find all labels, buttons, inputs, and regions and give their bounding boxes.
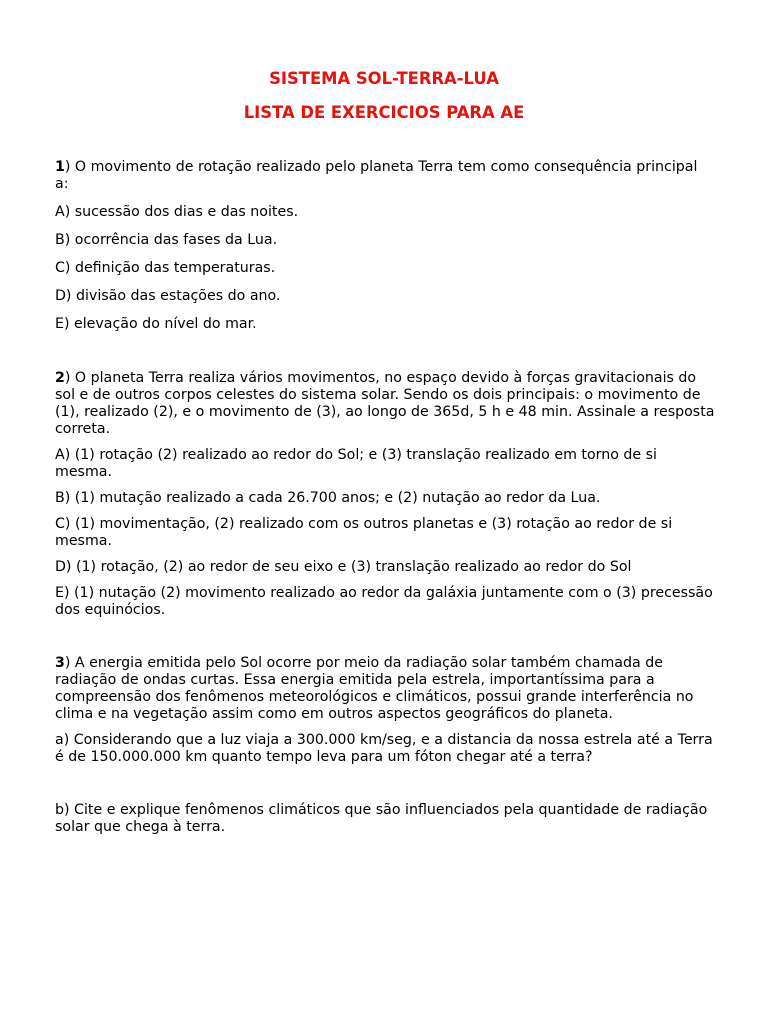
question-number: 1	[55, 159, 65, 175]
part-a: a) Considerando que a luz viaja a 300.000 km/seg, e a distancia da nossa estrela até a Terra é de 150.000.000 km quanto tempo leva para um fóton chegar até a terra?	[55, 732, 713, 765]
question-2	[55, 370, 715, 619]
part-b: b) Cite e explique fenômenos climáticos que são influenciados pela quantidade de radiação solar que chega à terra.	[55, 802, 708, 835]
option-d: D) (1) rotação, (2) ao redor de seu eixo e (3) translação realizado ao redor do Sol	[55, 559, 632, 575]
option-d: D) divisão das estações do ano.	[55, 288, 281, 304]
option-c: C) definição das temperaturas.	[55, 260, 276, 276]
question-text: ) O planeta Terra realiza vários movimentos, no espaço devido à forças gravitacionais do sol e de outros corpos celestes do sistema solar. Sendo os dois principais: o movimento de (1), realizado (2), e o movimento de (3), ao longo de 365d, 5 h e 48 min. Assinale a resposta correta.	[55, 370, 715, 437]
question-stem	[55, 370, 715, 438]
option-e: E) elevação do nível do mar.	[55, 316, 257, 332]
option-c: C) (1) movimentação, (2) realizado com os outros planetas e (3) rotação ao redor de si mesma.	[55, 516, 673, 549]
document-body	[55, 159, 715, 836]
question-3	[55, 655, 715, 836]
option-a: A) sucessão dos dias e das noites.	[55, 204, 299, 220]
option-a: A) (1) rotação (2) realizado ao redor do Sol; e (3) translação realizado em torno de si mesma.	[55, 447, 657, 480]
document-subtitle: LISTA DE EXERCICIOS PARA AE	[243, 103, 525, 122]
document-title: SISTEMA SOL-TERRA-LUA	[269, 69, 499, 88]
question-1	[55, 159, 715, 333]
option-b: B) ocorrência das fases da Lua.	[55, 232, 278, 248]
question-text: ) A energia emitida pelo Sol ocorre por meio da radiação solar também chamada de radiação de ondas curtas. Essa energia emitida pela estrela, importantíssima para a compreensão dos fenômenos meteorológicos e climáticos, possui grande interferência no clima e na vegetação assim como em outros aspectos geográficos do planeta.	[55, 655, 694, 722]
option-b: B) (1) mutação realizado a cada 26.700 anos; e (2) nutação ao redor da Lua.	[55, 490, 601, 506]
question-text: ) O movimento de rotação realizado pelo planeta Terra tem como consequência principal a:	[55, 159, 698, 192]
question-stem	[55, 655, 715, 723]
question-number: 2	[55, 370, 65, 386]
question-number: 3	[55, 655, 65, 671]
option-e: E) (1) nutação (2) movimento realizado ao redor da galáxia juntamente com o (3) precessão dos equinócios.	[55, 585, 713, 618]
question-stem	[55, 159, 715, 193]
